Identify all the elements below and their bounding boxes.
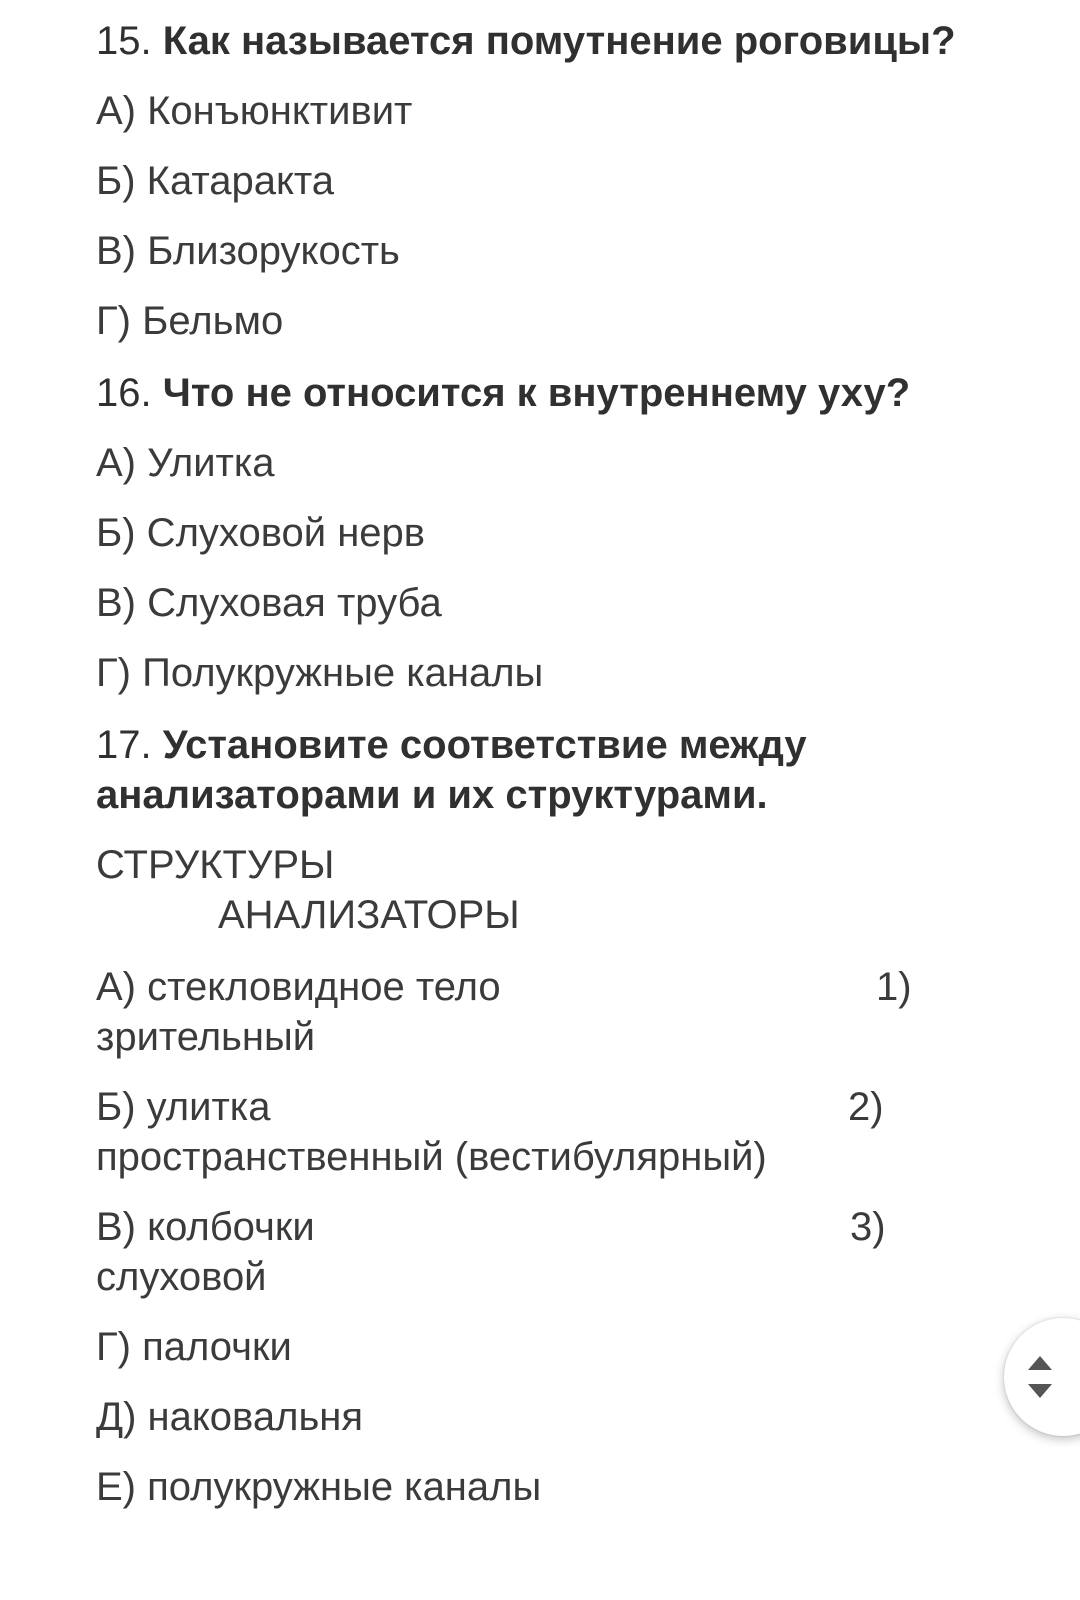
analyzer-1: зрительный [96,1015,316,1059]
q15-option-a: А) Конъюнктивит [96,89,413,133]
q15-option-b: Б) Катаракта [96,159,335,203]
q15-option-c: В) Близорукость [96,229,400,273]
question-number: 16. [96,371,152,415]
question-text: Как называется помутнение роговицы? [162,19,956,63]
question-text-line1: Установите соответствие между [162,723,807,767]
question-text: Что не относится к внутреннему уху? [162,371,911,415]
question-number: 15. [96,19,152,63]
question-17 [96,720,807,770]
analyzers-header: АНАЛИЗАТОРЫ [218,893,520,937]
up-down-arrows-icon [1026,1350,1054,1404]
structure-c: В) колбочки [96,1205,315,1249]
structure-f: Е) полукружные каналы [96,1465,542,1509]
structure-a: А) стекловидное тело [96,965,501,1009]
question-number: 17. [96,723,152,767]
analyzer-3: слуховой [96,1255,267,1299]
analyzer-number-2: 2) [848,1085,884,1129]
question-16 [96,368,910,418]
q16-option-b: Б) Слуховой нерв [96,511,426,555]
scroll-button[interactable] [1004,1318,1080,1436]
question-17-line2: анализаторами и их структурами. [96,773,768,817]
analyzer-number-3: 3) [850,1205,886,1249]
q16-option-a: А) Улитка [96,441,275,485]
question-15 [96,16,956,66]
q15-option-d: Г) Бельмо [96,299,284,343]
structure-d: Г) палочки [96,1325,292,1369]
structure-e: Д) наковальня [96,1395,364,1439]
q16-option-c: В) Слуховая труба [96,581,442,625]
q16-option-d: Г) Полукружные каналы [96,651,544,695]
structures-header: СТРУКТУРЫ [96,843,335,887]
analyzer-2: пространственный (вестибулярный) [96,1135,767,1179]
structure-b: Б) улитка [96,1085,271,1129]
analyzer-number-1: 1) [876,965,912,1009]
